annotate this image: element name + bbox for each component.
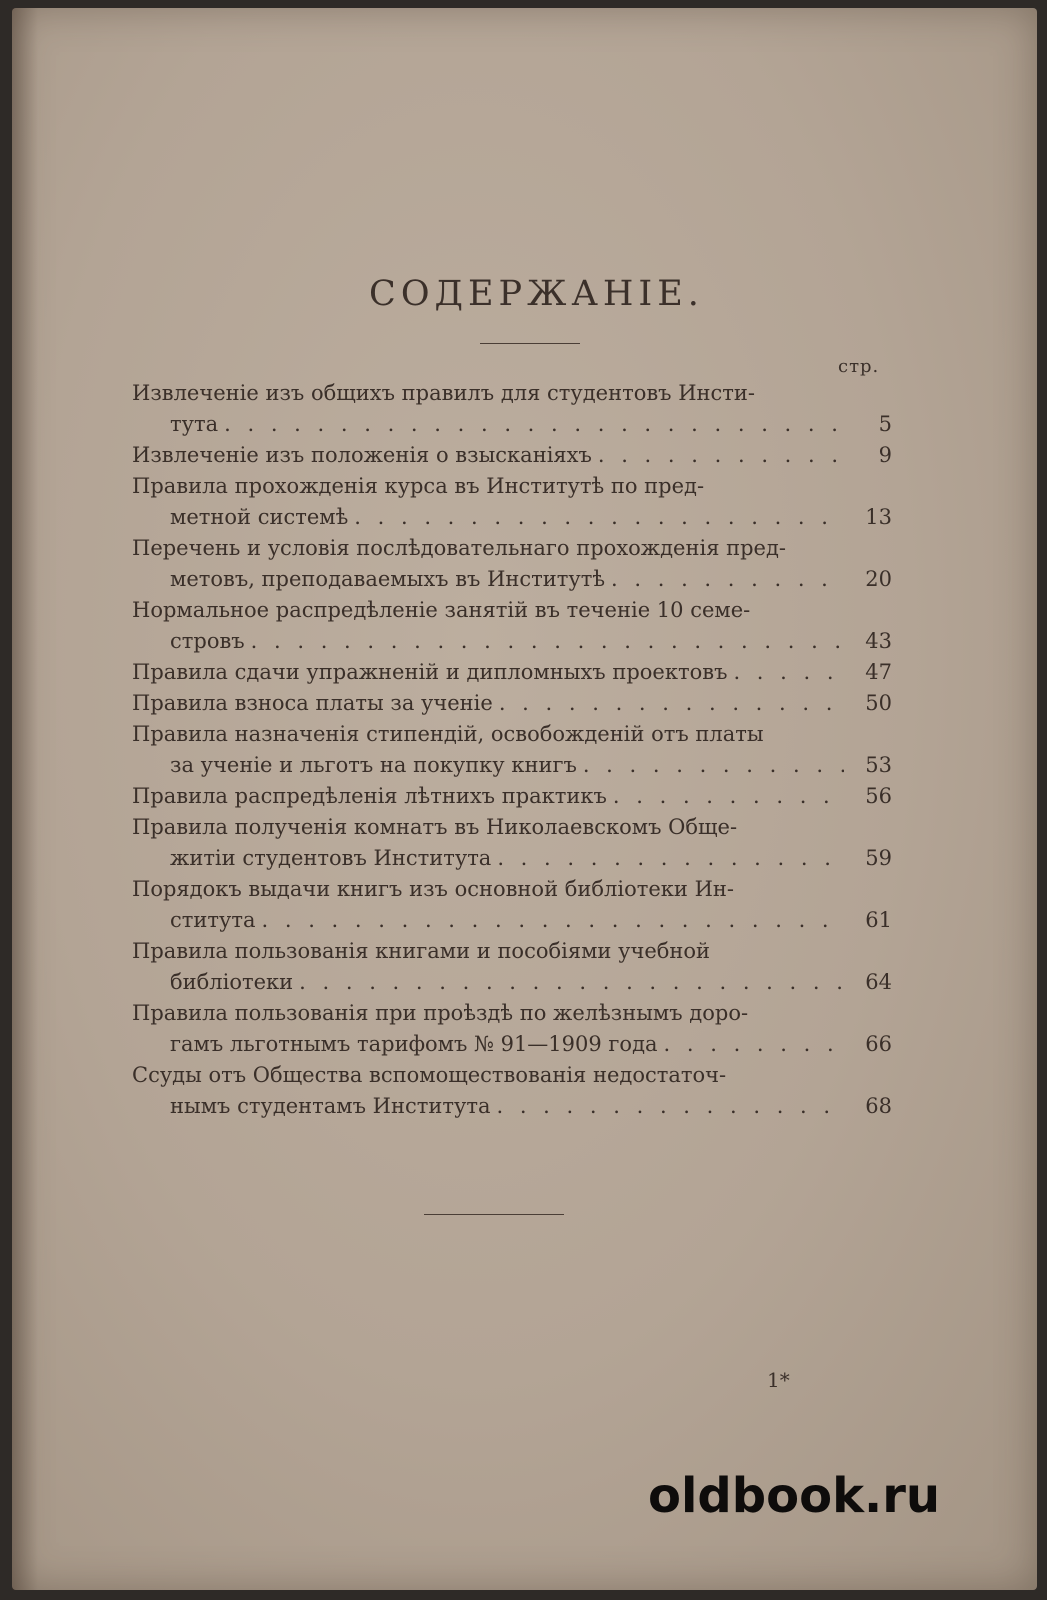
toc-page-number: 53 <box>865 753 892 777</box>
toc-entry-text: Правила пользованія книгами и пособіями учебной <box>132 939 711 963</box>
page-binding-shadow <box>12 8 38 1590</box>
toc-entry-text: ститута <box>170 908 256 932</box>
toc-leader-dots <box>218 409 844 440</box>
toc-entry-text: нымъ студентамъ Института <box>170 1094 491 1118</box>
toc-leader-dots <box>256 905 845 936</box>
toc-line <box>132 781 892 812</box>
toc-entry-text: Порядокъ выдачи книгъ изъ основной библіотеки Ин- <box>132 877 734 901</box>
toc-line <box>132 905 892 936</box>
toc-entry <box>132 533 892 595</box>
toc-entry-text: за ученіе и льготъ на покупку книгъ <box>170 753 577 777</box>
toc-page-number: 56 <box>865 784 892 808</box>
toc-entry-text: Правила прохожденія курса въ Институтѣ по пред- <box>132 474 705 498</box>
toc-line <box>132 750 892 781</box>
toc-entry <box>132 1060 892 1122</box>
toc-line <box>132 998 892 1029</box>
toc-leader-dots <box>727 657 844 688</box>
toc-leader-dots <box>607 781 844 812</box>
toc-entry-text: метовъ, преподаваемыхъ въ Институтѣ <box>170 567 606 591</box>
toc-page-number: 59 <box>865 846 892 870</box>
toc-page-number: 66 <box>865 1032 892 1056</box>
toc-page-number: 43 <box>865 629 892 653</box>
toc-entry <box>132 688 892 719</box>
end-divider <box>424 1214 564 1215</box>
title-divider <box>480 343 580 344</box>
toc-leader-dots <box>348 502 844 533</box>
toc-leader-dots <box>658 1029 844 1060</box>
toc-leader-dots <box>245 626 844 657</box>
toc-entry <box>132 595 892 657</box>
toc-line <box>132 564 892 595</box>
toc-page-number: 5 <box>878 412 892 436</box>
toc-line <box>132 936 892 967</box>
toc-page-number: 9 <box>878 443 892 467</box>
toc-entry <box>132 812 892 874</box>
toc-entry-text: метной системѣ <box>170 505 349 529</box>
toc-entry-text: библіотеки <box>170 970 294 994</box>
toc-entry-text: стровъ <box>170 629 245 653</box>
toc-leader-dots <box>577 750 844 781</box>
toc-entry-text: Извлеченіе изъ общихъ правилъ для студентовъ Инсти- <box>132 381 755 405</box>
toc-entry <box>132 657 892 688</box>
toc-entry-text: житіи студентовъ Института <box>170 846 492 870</box>
toc-line <box>132 967 892 998</box>
toc-leader-dots <box>293 967 844 998</box>
toc-line <box>132 843 892 874</box>
toc-entry-text: гамъ льготнымъ тарифомъ № 91—1909 года <box>170 1032 658 1056</box>
toc-line <box>132 812 892 843</box>
toc-leader-dots <box>605 564 844 595</box>
toc-page-number: 64 <box>865 970 892 994</box>
toc-leader-dots <box>491 843 844 874</box>
toc-entry-text: Правила пользованія при проѣздѣ по желѣзнымъ доро- <box>132 1001 749 1025</box>
toc-leader-dots <box>493 688 844 719</box>
toc-line <box>132 626 892 657</box>
toc-line <box>132 502 892 533</box>
page-number: 1* <box>767 1368 790 1392</box>
toc-entry <box>132 719 892 781</box>
toc-entry-text: Ссуды отъ Общества вспомоществованія недостаточ- <box>132 1063 727 1087</box>
toc-line <box>132 595 892 626</box>
toc-entry <box>132 781 892 812</box>
toc-entry-text: Нормальное распредѣленіе занятій въ теченіе 10 семе- <box>132 598 751 622</box>
toc-line <box>132 719 892 750</box>
toc-leader-dots <box>592 440 844 471</box>
toc-entry <box>132 936 892 998</box>
table-of-contents <box>132 378 892 1122</box>
page-column-label: стр. <box>838 356 880 377</box>
toc-page-number: 68 <box>865 1094 892 1118</box>
toc-entry-text: Правила взноса платы за ученіе <box>132 691 493 715</box>
toc-entry-text: тута <box>170 412 219 436</box>
toc-entry <box>132 471 892 533</box>
watermark: oldbook.ru <box>648 1468 941 1524</box>
toc-entry-text: Правила распредѣленія лѣтнихъ практикъ <box>132 784 607 808</box>
toc-page-number: 50 <box>865 691 892 715</box>
toc-line <box>132 874 892 905</box>
toc-entry-text: Правила сдачи упражненій и дипломныхъ проектовъ <box>132 660 728 684</box>
page-title: СОДЕРЖАНІЕ. <box>369 274 704 314</box>
toc-line <box>132 1029 892 1060</box>
toc-entry-text: Перечень и условія послѣдовательнаго прохожденія пред- <box>132 536 787 560</box>
toc-line <box>132 440 892 471</box>
toc-line <box>132 378 892 409</box>
toc-page-number: 61 <box>865 908 892 932</box>
toc-page-number: 13 <box>865 505 892 529</box>
toc-entry <box>132 440 892 471</box>
toc-line <box>132 688 892 719</box>
toc-line <box>132 1060 892 1091</box>
toc-entry-text: Правила назначенія стипендій, освобожденій отъ платы <box>132 722 764 746</box>
toc-entry <box>132 998 892 1060</box>
toc-line <box>132 471 892 502</box>
toc-page-number: 47 <box>865 660 892 684</box>
toc-page-number: 20 <box>865 567 892 591</box>
toc-entry <box>132 874 892 936</box>
toc-entry <box>132 378 892 440</box>
toc-leader-dots <box>490 1091 844 1122</box>
toc-entry-text: Извлеченіе изъ положенія о взысканіяхъ <box>132 443 592 467</box>
toc-entry-text: Правила полученія комнатъ въ Николаевскомъ Обще- <box>132 815 738 839</box>
toc-line <box>132 533 892 564</box>
toc-line <box>132 409 892 440</box>
toc-line <box>132 1091 892 1122</box>
toc-line <box>132 657 892 688</box>
book-page <box>12 8 1037 1590</box>
